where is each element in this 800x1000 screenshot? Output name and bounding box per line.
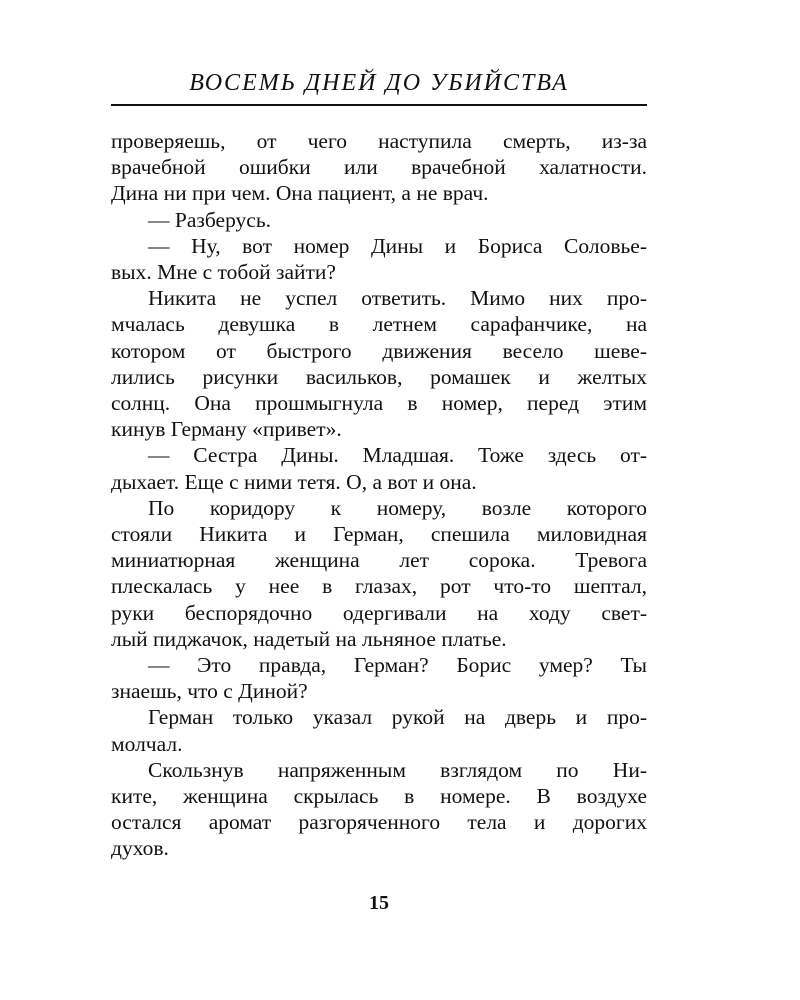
body-text xyxy=(111,128,647,862)
text-line: плескалась у нее в глазах, рот что-то шептал, xyxy=(111,574,647,599)
text-line: котором от быстрого движения весело шеве- xyxy=(111,338,647,363)
text-line: кинув Герману «привет». xyxy=(111,417,342,442)
running-head-title: ВОСЕМЬ ДНЕЙ ДО УБИЙСТВА xyxy=(189,70,569,96)
text-line: духов. xyxy=(111,836,169,861)
text-line: миниатюрная женщина лет сорока. Тревога xyxy=(111,548,647,573)
header-rule xyxy=(111,104,647,106)
text-line: — Сестра Дины. Младшая. Тоже здесь от- xyxy=(148,443,647,468)
text-line: мчалась девушка в летнем сарафанчике, на xyxy=(111,312,647,337)
text-line: — Разберусь. xyxy=(148,207,272,232)
text-line: проверяешь, от чего наступила смерть, из-за xyxy=(111,129,647,153)
text-line: ките, женщина скрылась в номере. В воздухе xyxy=(111,784,647,809)
text-line: руки беспорядочно одергивали на ходу свет- xyxy=(111,600,647,625)
text-line: — Это правда, Герман? Борис умер? Ты xyxy=(148,653,647,678)
text-line: — Ну, вот номер Дины и Бориса Соловье- xyxy=(148,233,647,258)
text-line: врачебной ошибки или врачебной халатности. xyxy=(111,155,647,180)
text-line: Герман только указал рукой на дверь и про- xyxy=(148,705,647,730)
text-line: стояли Никита и Герман, спешила миловидная xyxy=(111,522,647,547)
text-line: солнц. Она прошмыгнула в номер, перед этим xyxy=(111,391,647,416)
text-line: молчал. xyxy=(111,731,183,756)
text-line: Дина ни при чем. Она пациент, а не врач. xyxy=(111,181,489,206)
text-line: По коридору к номеру, возле которого xyxy=(148,495,647,520)
text-line: Скользнув напряженным взглядом по Ни- xyxy=(148,757,647,782)
text-line: Никита не успел ответить. Мимо них про- xyxy=(148,286,647,311)
text-line: остался аромат разгоряченного тела и дорогих xyxy=(111,810,647,835)
text-line: знаешь, что с Диной? xyxy=(111,679,308,704)
page-number: 15 xyxy=(369,892,389,914)
text-line: лились рисунки васильков, ромашек и желтых xyxy=(111,364,647,389)
text-line: лый пиджачок, надетый на льняное платье. xyxy=(111,626,507,651)
text-line: вых. Мне с тобой зайти? xyxy=(111,260,336,285)
text-line: дыхает. Еще с ними тетя. О, а вот и она. xyxy=(111,469,477,494)
